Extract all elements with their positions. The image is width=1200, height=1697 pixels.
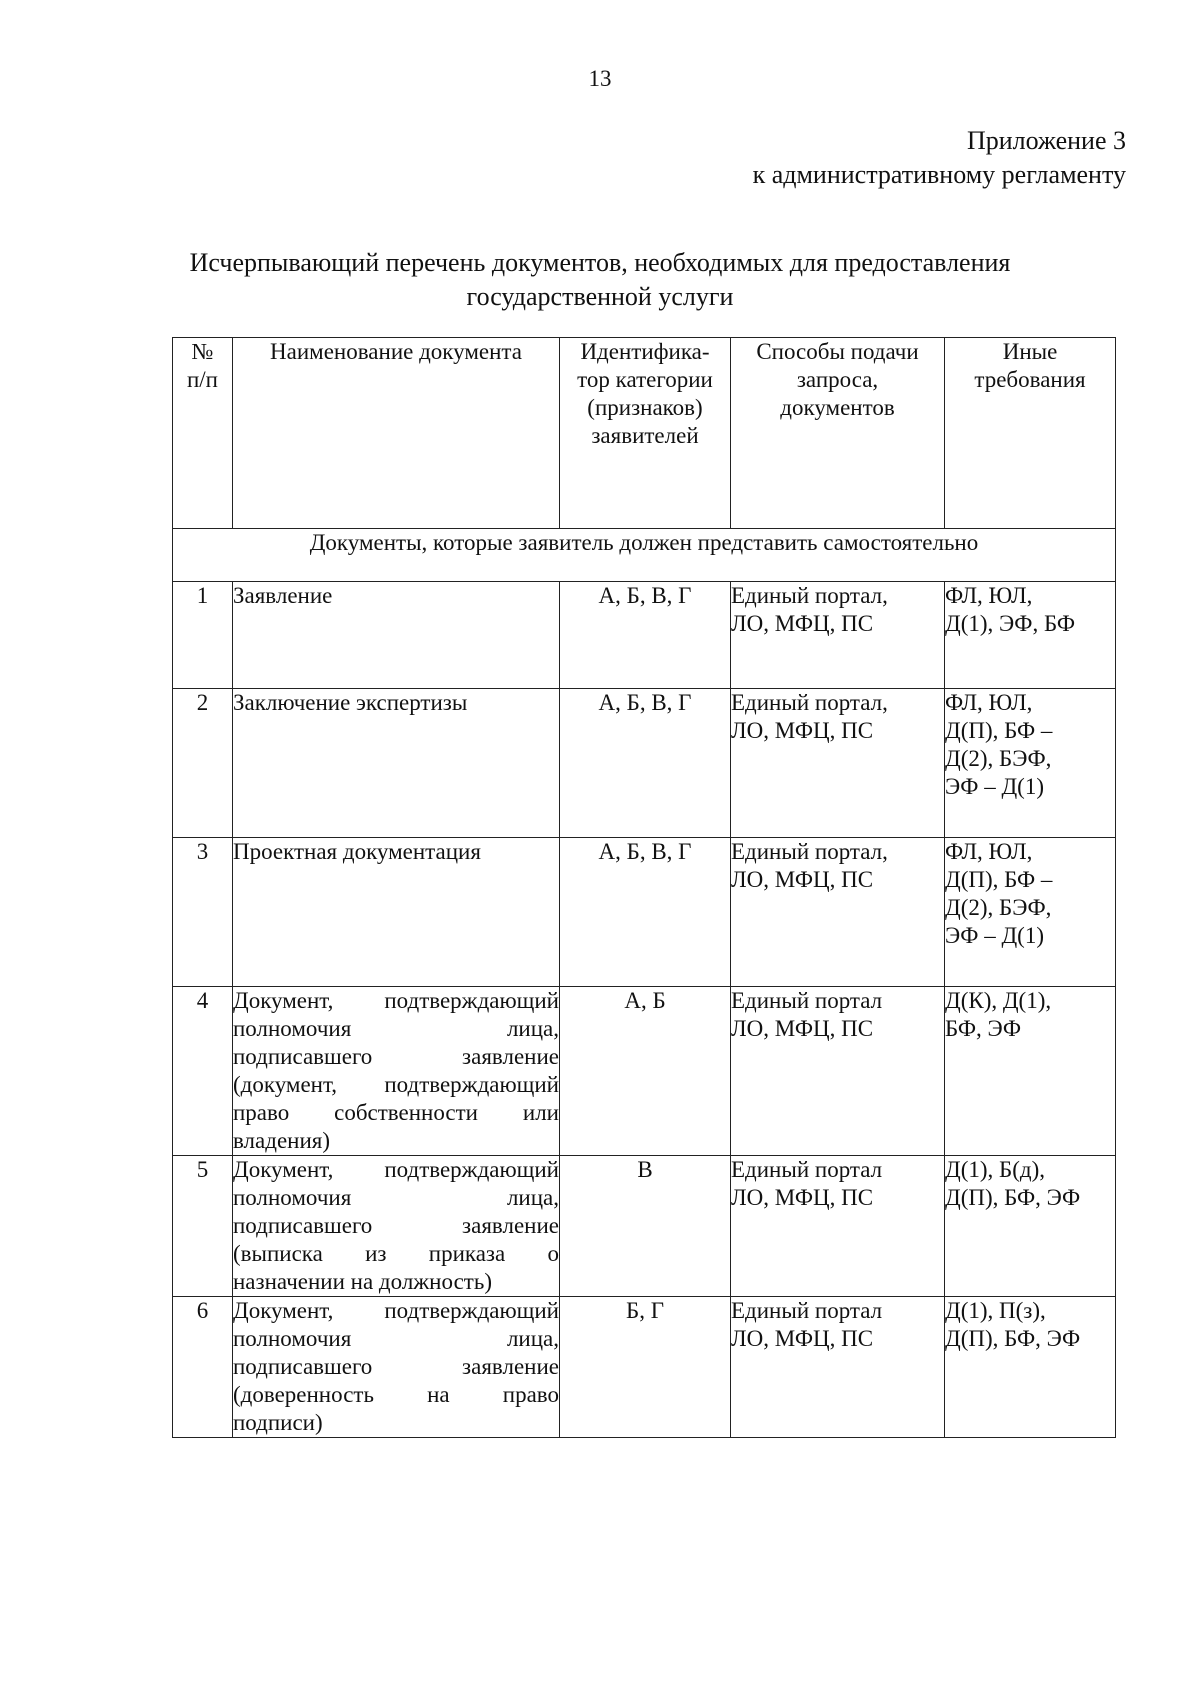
document-name-line: право собственности или <box>233 1100 559 1125</box>
document-name-line: полномочия лица, <box>233 1326 559 1351</box>
applicant-category: В <box>560 1156 731 1297</box>
header-category-line: заявителей <box>591 423 699 448</box>
document-title-line-1: Исчерпывающий перечень документов, необходимых для предоставления <box>189 248 1011 277</box>
submission-method-line: Единый портал, <box>731 839 888 864</box>
document-title <box>120 246 1080 314</box>
submission-method-line: ЛО, МФЦ, ПС <box>731 611 874 636</box>
document-name-line: Проектная документация <box>233 839 481 864</box>
document-name-line: Документ, подтверждающий <box>233 988 559 1013</box>
documents-table <box>172 337 1116 1438</box>
requirement-line: ЭФ – Д(1) <box>945 923 1044 948</box>
other-requirements <box>945 582 1116 689</box>
submission-method-line: ЛО, МФЦ, ПС <box>731 867 874 892</box>
requirement-line: Д(2), БЭФ, <box>945 746 1052 771</box>
other-requirements <box>945 838 1116 987</box>
header-category-line: Идентифика- <box>580 339 710 364</box>
requirement-line: Д(П), БФ – <box>945 867 1053 892</box>
submission-method-line: ЛО, МФЦ, ПС <box>731 1185 874 1210</box>
document-name-line: владения) <box>233 1128 331 1153</box>
table-row <box>173 582 1116 689</box>
row-number: 5 <box>173 1156 233 1297</box>
requirement-line: ЭФ – Д(1) <box>945 774 1044 799</box>
applicant-category: А, Б, В, Г <box>560 838 731 987</box>
document-name <box>233 1297 560 1438</box>
submission-methods <box>731 1156 945 1297</box>
requirement-line: Д(1), ЭФ, БФ <box>945 611 1076 636</box>
document-name-line: (выписка из приказа о <box>233 1241 559 1266</box>
table-row <box>173 987 1116 1156</box>
submission-method-line: Единый портал <box>731 1157 883 1182</box>
requirement-line: ФЛ, ЮЛ, <box>945 583 1033 608</box>
document-name-line: подписавшего заявление <box>233 1354 559 1379</box>
document-name-line: Заключение экспертизы <box>233 690 468 715</box>
section-row <box>173 529 1116 582</box>
document-name-line: (документ, подтверждающий <box>233 1072 559 1097</box>
applicant-category: А, Б, В, Г <box>560 582 731 689</box>
requirement-line: БФ, ЭФ <box>945 1016 1021 1041</box>
requirement-line: Д(2), БЭФ, <box>945 895 1052 920</box>
document-name <box>233 582 560 689</box>
document-name <box>233 838 560 987</box>
header-category-line: (признаков) <box>587 395 703 420</box>
table-row <box>173 1297 1116 1438</box>
header-requirements-line: Иные <box>1002 339 1058 364</box>
header-method-line: документов <box>780 395 895 420</box>
appendix-line-2: к административному регламенту <box>752 160 1126 189</box>
other-requirements <box>945 1156 1116 1297</box>
header-requirements-line: требования <box>974 367 1086 392</box>
appendix-heading <box>753 124 1126 192</box>
submission-method-line: ЛО, МФЦ, ПС <box>731 1016 874 1041</box>
requirement-line: Д(1), П(з), <box>945 1298 1046 1323</box>
header-method-line: запроса, <box>796 367 879 392</box>
document-name-line: подписи) <box>233 1410 323 1435</box>
row-number: 6 <box>173 1297 233 1438</box>
applicant-category: Б, Г <box>560 1297 731 1438</box>
requirement-line: Д(П), БФ – <box>945 718 1053 743</box>
submission-method-line: ЛО, МФЦ, ПС <box>731 1326 874 1351</box>
requirement-line: Д(П), БФ, ЭФ <box>945 1326 1081 1351</box>
page-number: 13 <box>588 66 612 91</box>
document-name-line: назначении на должность) <box>233 1269 492 1294</box>
document-name-line: Заявление <box>233 583 333 608</box>
document-name <box>233 689 560 838</box>
requirement-line: Д(П), БФ, ЭФ <box>945 1185 1081 1210</box>
table-header-row <box>173 338 1116 529</box>
row-number: 1 <box>173 582 233 689</box>
document-name-line: подписавшего заявление <box>233 1213 559 1238</box>
document-name-line: подписавшего заявление <box>233 1044 559 1069</box>
submission-method-line: Единый портал, <box>731 583 888 608</box>
document-name-line: Документ, подтверждающий <box>233 1298 559 1323</box>
header-applicant-category <box>560 338 731 529</box>
other-requirements <box>945 1297 1116 1438</box>
header-number-line: № <box>191 339 214 364</box>
appendix-line-1: Приложение 3 <box>966 126 1126 155</box>
submission-methods <box>731 987 945 1156</box>
table-row <box>173 1156 1116 1297</box>
submission-method-line: Единый портал, <box>731 690 888 715</box>
submission-methods <box>731 689 945 838</box>
other-requirements <box>945 689 1116 838</box>
document-title-line-2: государственной услуги <box>466 282 734 311</box>
requirement-line: Д(1), Б(д), <box>945 1157 1045 1182</box>
row-number: 2 <box>173 689 233 838</box>
applicant-category: А, Б <box>560 987 731 1156</box>
header-number <box>173 338 233 529</box>
other-requirements <box>945 987 1116 1156</box>
document-name-line: Документ, подтверждающий <box>233 1157 559 1182</box>
section-title: Документы, которые заявитель должен представить самостоятельно <box>173 529 1116 582</box>
document-name <box>233 987 560 1156</box>
header-submission-methods <box>731 338 945 529</box>
submission-methods <box>731 1297 945 1438</box>
document-name-line: полномочия лица, <box>233 1016 559 1041</box>
submission-methods <box>731 582 945 689</box>
submission-method-line: ЛО, МФЦ, ПС <box>731 718 874 743</box>
document-name-line: (доверенность на право <box>233 1382 559 1407</box>
header-document-name: Наименование документа <box>233 338 560 529</box>
table-row <box>173 838 1116 987</box>
applicant-category: А, Б, В, Г <box>560 689 731 838</box>
requirement-line: ФЛ, ЮЛ, <box>945 690 1033 715</box>
header-method-line: Способы подачи <box>756 339 919 364</box>
row-number: 4 <box>173 987 233 1156</box>
row-number: 3 <box>173 838 233 987</box>
submission-methods <box>731 838 945 987</box>
header-number-line: п/п <box>186 367 218 392</box>
table-row <box>173 689 1116 838</box>
submission-method-line: Единый портал <box>731 988 883 1013</box>
document-name <box>233 1156 560 1297</box>
document-name-line: полномочия лица, <box>233 1185 559 1210</box>
requirement-line: Д(К), Д(1), <box>945 988 1052 1013</box>
header-other-requirements <box>945 338 1116 529</box>
submission-method-line: Единый портал <box>731 1298 883 1323</box>
requirement-line: ФЛ, ЮЛ, <box>945 839 1033 864</box>
header-category-line: тор категории <box>577 367 713 392</box>
